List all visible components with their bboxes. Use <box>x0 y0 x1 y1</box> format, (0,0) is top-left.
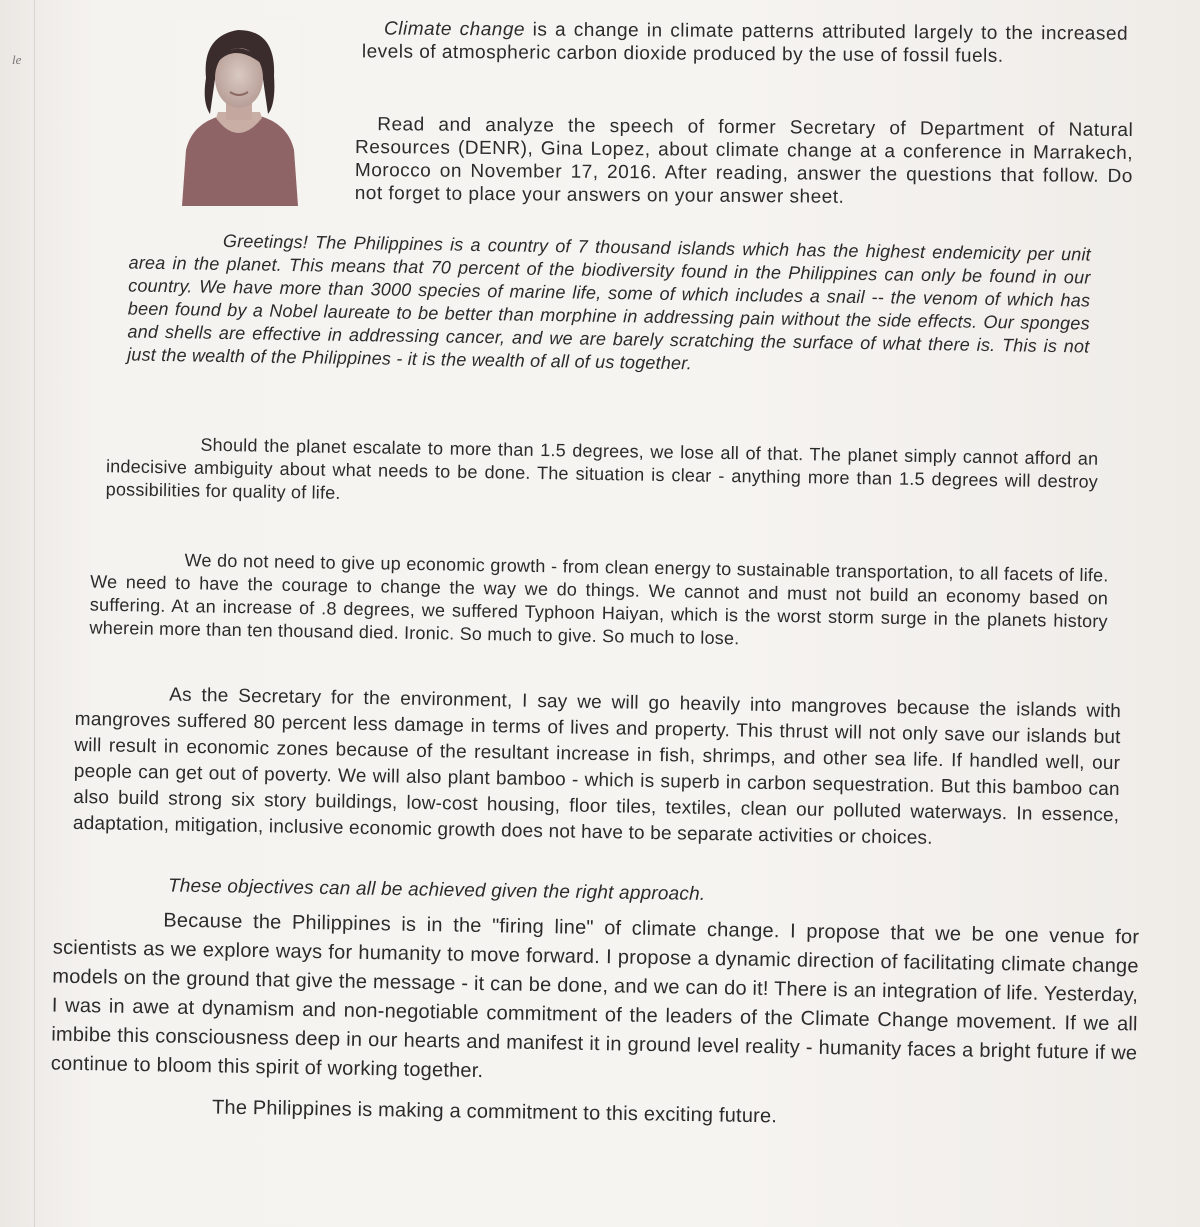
margin-handwriting: le <box>12 52 22 67</box>
intro-definition <box>362 17 1128 68</box>
paragraph-text: These objectives can all be achieved given the right approach. <box>167 875 706 905</box>
speech-paragraph-1 <box>127 228 1091 381</box>
paragraph-text: The Philippines is making a commitment to this exciting future. <box>211 1096 778 1128</box>
definition-term: Climate change <box>384 18 526 41</box>
speech-paragraph-3 <box>89 548 1108 657</box>
speech-paragraph-6 <box>51 905 1140 1098</box>
speech-paragraph-5 <box>168 875 868 909</box>
speech-paragraph-7 <box>212 1097 912 1131</box>
intro-instruction <box>355 113 1134 211</box>
paragraph-text: As the Secretary for the environment, I say we will go heavily into mangroves because the islands with mangroves suffered 80 percent less damage in terms of lives and property. This thrust will not only save our islands but will result in economic zones because of the resultant increase in fish, shrimps, and other sea life. If handled well, our people can get out of poverty. We will also plant bamboo - which is superb in carbon sequestration. But this bamboo can also build strong six story buildings, low-cost housing, floor tiles, textiles, clean our polluted waterways. In essence, adaptation, mitigation, inclusive economic growth does not have to be separate activities or choices. <box>72 684 1122 849</box>
binder-margin <box>0 0 35 1227</box>
paragraph-text: We do not need to give up economic growth - from clean energy to sustainable transportation, to all facets of life. We need to have the courage to change the way we do things. We cannot and must not build an economy based on suffering. At an increase of .8 degrees, we suffered Typhoon Haiyan, which is the worst storm surge in the planets history wherein more than ten thousand died. Ironic. So much to give. So much to lose. <box>89 550 1109 649</box>
instruction-text: Read and analyze the speech of former Secretary of Department of Natural Resources (DENR), Gina Lopez, about climate change at a conference in Marrakech, Morocco on November 17, 2016. After reading, answer the questions that follow. Do not forget to place your answers on your answer sheet. <box>354 114 1134 208</box>
portrait-photo <box>176 20 300 206</box>
paragraph-text: Should the planet escalate to more than 1.5 degrees, we lose all of that. The planet simply cannot afford an indecisive ambiguity about what needs to be done. The situation is clear - anything more than 1.5 degrees will destroy possibilities for quality of life. <box>105 434 1099 503</box>
paragraph-text: Because the Philippines is in the "firing line" of climate change. I propose that we be one venue for scientists as we explore ways for humanity to move forward. I propose a dynamic direction of facilitating climate change models on the ground that give the message - it can be done, and we can do it! There is an integration of life. Yesterday, I was in awe at dynamism and non-negotiable commitment of the leaders of the Climate Change movement. If we all imbibe this consciousness deep in our hearts and manifest it in ground level reality - humanity faces a bright future if we continue to bloom this spirit of working together. <box>50 909 1140 1083</box>
definition-text: is a change in climate patterns attributed largely to the increased levels of atmospheric carbon dioxide produced by the use of fossil fuels. <box>361 19 1129 67</box>
speech-paragraph-2 <box>106 432 1099 517</box>
paragraph-text: Greetings! The Philippines is a country of 7 thousand islands which has the highest endemicity per unit area in the planet. This means that 70 percent of the biodiversity found in the Philippines can only be found in our country. We have more than 3000 species of marine life, some of which includes a snail -- the venom of which has been found by a Nobel laureate to be better than morphine in addressing pain without the side effects. Our sponges and shells are effective in addressing cancer, and we are barely scratching the surface of what there is. This is not just the wealth of the Philippines - it is the wealth of all of us together. <box>127 230 1092 374</box>
speech-paragraph-4 <box>73 681 1122 855</box>
